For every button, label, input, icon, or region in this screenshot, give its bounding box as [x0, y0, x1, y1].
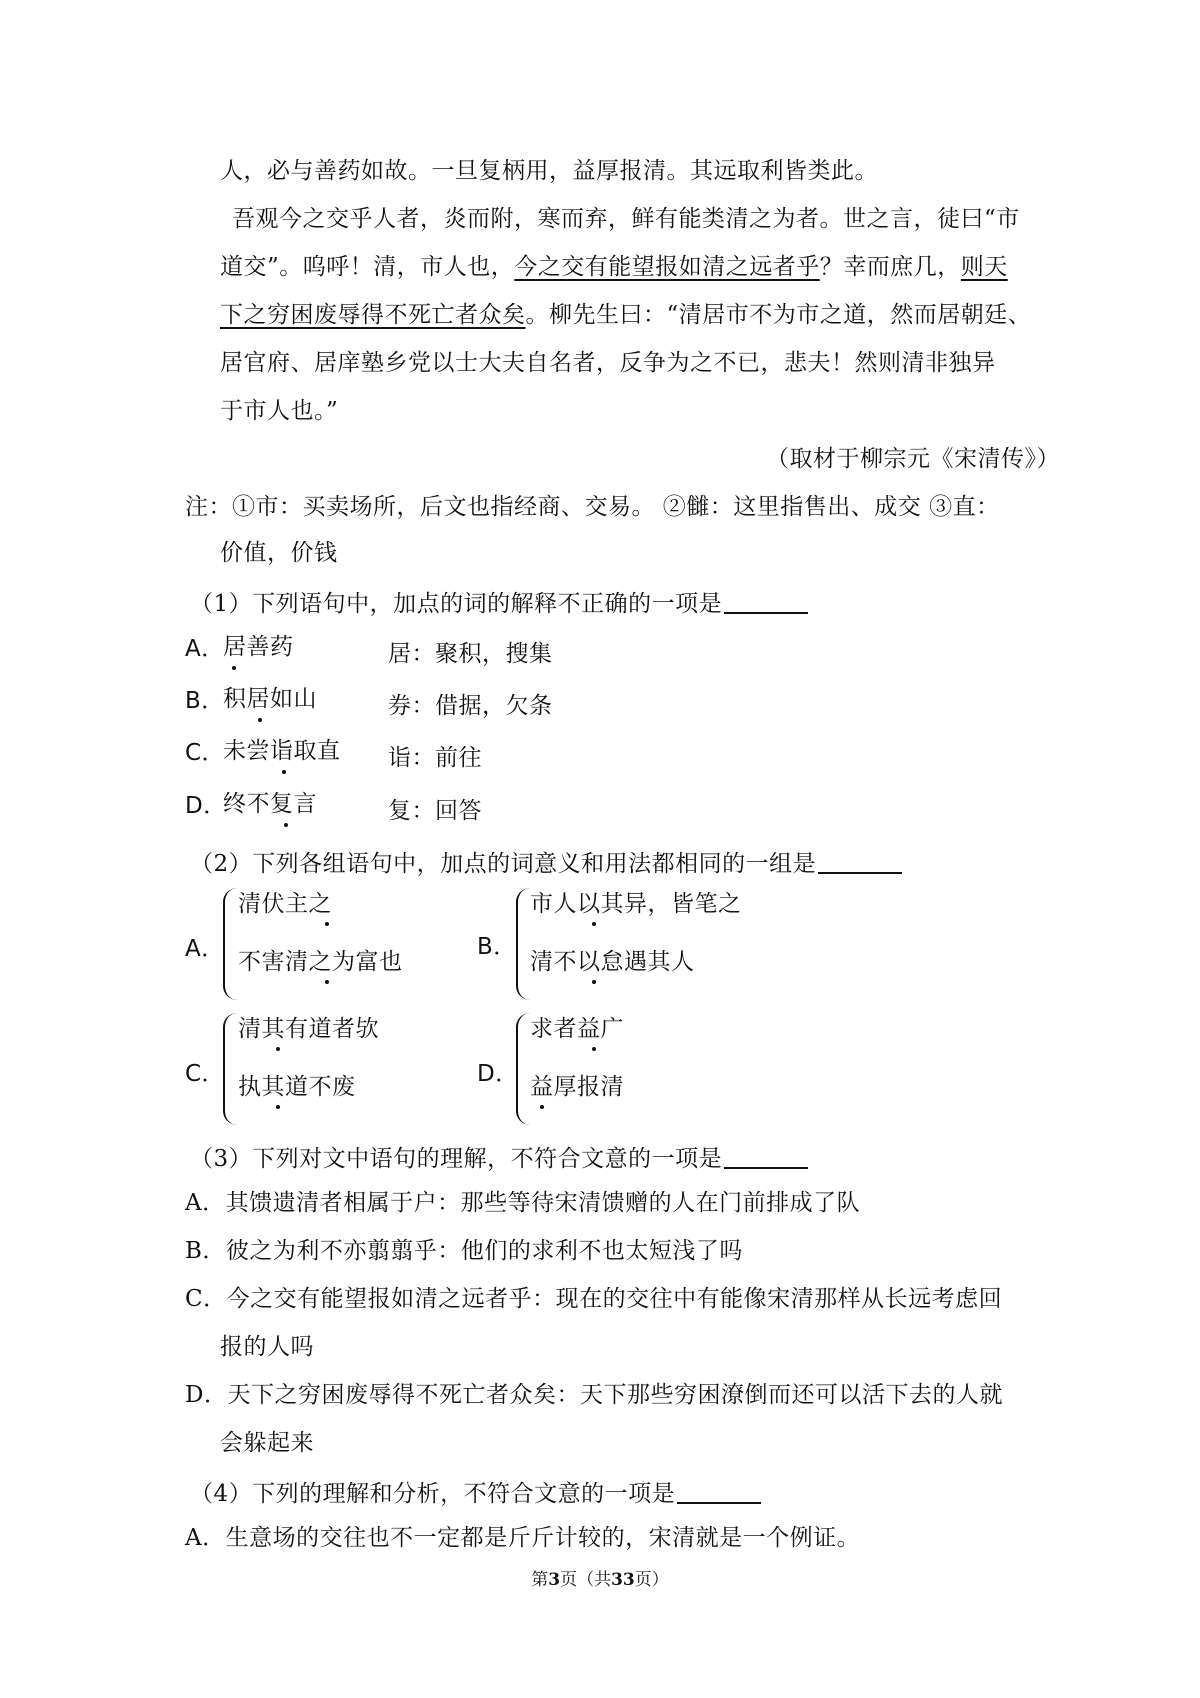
- question-3-stem: [190, 1145, 808, 1171]
- option-a: A．其馈遗清者相属于户：那些等待宋清馈赠的人在门前排成了队: [185, 1190, 861, 1216]
- option-text: 居善药: [223, 634, 294, 660]
- page-total: 33: [611, 1570, 635, 1590]
- emphasis-dot: [276, 1047, 280, 1051]
- emphasis-dot: [282, 770, 286, 774]
- passage-line: [220, 256, 1008, 279]
- option-top-line: 市人以其异，皆笔之: [530, 891, 742, 917]
- answer-blank: [677, 1480, 761, 1504]
- option-top-line: 求者益广: [530, 1016, 624, 1042]
- passage-source: （取材于柳宗元《宋清传》）: [766, 446, 1060, 472]
- answer-blank: [724, 590, 808, 614]
- option-bottom-line: 清不以怠遇其人: [530, 949, 695, 975]
- note-line: 注：①市：买卖场所，后文也指经商、交易。 ②雠：这里指售出、成交 ③直：: [185, 494, 1000, 520]
- option-bottom-line: 执其道不废: [238, 1074, 356, 1100]
- emphasis-dot: [232, 666, 236, 670]
- emphasis-dot: [592, 922, 596, 926]
- question-text: （2）下列各组语句中，加点的词意义和用法都相同的一组是: [190, 851, 817, 877]
- emphasis-dot: [325, 980, 329, 984]
- option-label: B．: [185, 688, 225, 714]
- question-2-stem: [190, 850, 902, 876]
- footer-text: 第: [531, 1570, 549, 1590]
- answer-blank: [724, 1145, 808, 1169]
- passage-text: 道交”。呜呼！清，市人也，: [220, 254, 515, 280]
- note-line: 价值，价钱: [220, 540, 338, 566]
- footer-text: 页（共: [560, 1570, 612, 1590]
- option-gloss: 居：聚积，搜集: [388, 641, 553, 667]
- passage-text: 。柳先生曰：“清居市不为市之道，然而居朝廷、: [525, 302, 1032, 328]
- passage-text: ？幸而庶几，: [819, 254, 961, 280]
- emphasis-dot: [276, 1105, 280, 1109]
- option-top-line: 清其有道者欤: [238, 1016, 379, 1042]
- option-label: A．: [185, 636, 225, 662]
- passage-line: [220, 304, 1031, 327]
- option-label: A．: [185, 936, 225, 962]
- emphasis-dot: [592, 980, 596, 984]
- option-text: 积居如山: [223, 686, 317, 712]
- question-text: （4）下列的理解和分析，不符合文意的一项是: [190, 1481, 676, 1507]
- passage-line: 吾观今之交乎人者，炎而附，寒而弃，鲜有能类清之为者。世之言，徒曰“市: [232, 206, 1020, 232]
- option-top-line: 清伏主之: [238, 891, 332, 917]
- option-gloss: 券：借据，欠条: [388, 693, 553, 719]
- option-label: D．: [185, 793, 227, 819]
- option-bottom-line: 益厚报清: [530, 1074, 624, 1100]
- emphasis-dot: [284, 823, 288, 827]
- question-4-stem: [190, 1480, 761, 1506]
- option-text: 未尝诣取直: [223, 738, 341, 764]
- emphasis-dot: [592, 1047, 596, 1051]
- option-d: D．天下之穷困废辱得不死亡者众矣：天下那些穷困潦倒而还可以活下去的人就: [185, 1382, 1003, 1408]
- option-label: C．: [185, 740, 226, 766]
- option-d-continued: 会躲起来: [220, 1430, 314, 1456]
- emphasis-dot: [540, 1105, 544, 1109]
- option-label: D．: [477, 1061, 519, 1087]
- question-text: （1）下列语句中，加点的词的解释不正确的一项是: [190, 591, 723, 617]
- option-gloss: 复：回答: [388, 798, 482, 824]
- underlined-sentence: 下之穷困废辱得不死亡者众矣: [220, 302, 526, 328]
- emphasis-dot: [325, 922, 329, 926]
- option-a: A．生意场的交往也不一定都是斤斤计较的，宋清就是一个例证。: [185, 1525, 861, 1551]
- answer-blank: [818, 850, 902, 874]
- passage-line: 居官府、居庠塾乡党以士大夫自名者，反争为之不已，悲夫！然则清非独异: [220, 350, 996, 376]
- option-label: B．: [477, 934, 517, 960]
- option-label: C．: [185, 1061, 226, 1087]
- option-b: B．彼之为利不亦翦翦乎：他们的求利不也太短浅了吗: [185, 1238, 743, 1264]
- question-1-stem: [190, 590, 808, 616]
- option-c-continued: 报的人吗: [220, 1334, 314, 1360]
- passage-line: 于市人也。”: [220, 398, 339, 424]
- passage-line: 人，必与善药如故。一旦复柄用，益厚报清。其远取利皆类此。: [220, 158, 878, 184]
- option-bottom-line: 不害清之为富也: [238, 949, 403, 975]
- page-footer: [0, 1565, 1200, 1590]
- footer-text: 页）: [634, 1570, 669, 1590]
- emphasis-dot: [258, 718, 262, 722]
- underlined-sentence: 则天: [960, 254, 1008, 280]
- option-gloss: 诣：前往: [388, 745, 482, 771]
- option-c: C．今之交有能望报如清之远者乎：现在的交往中有能像宋清那样从长远考虑回: [185, 1286, 1003, 1312]
- option-text: 终不复言: [223, 791, 317, 817]
- question-text: （3）下列对文中语句的理解，不符合文意的一项是: [190, 1146, 723, 1172]
- page-number: 3: [548, 1570, 561, 1590]
- underlined-sentence: 今之交有能望报如清之远者乎: [514, 254, 820, 280]
